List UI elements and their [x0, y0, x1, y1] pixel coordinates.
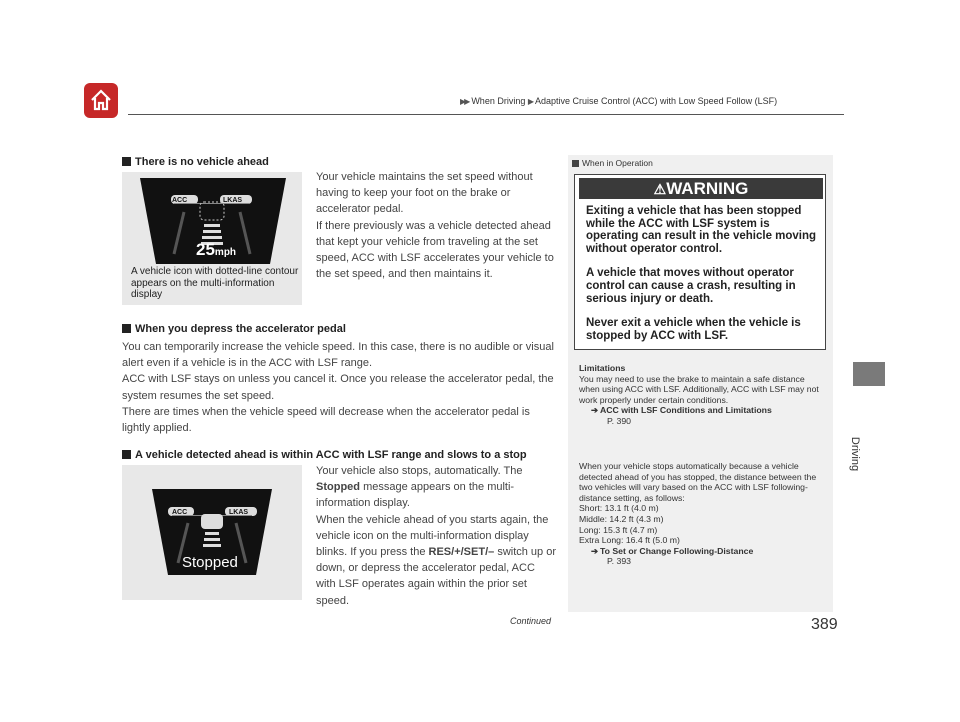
stopped-message: Stopped: [182, 554, 238, 571]
home-button[interactable]: [84, 83, 118, 118]
reference-link[interactable]: ➔ To Set or Change Following-Distance P. 393: [591, 545, 754, 567]
set-speed: 25mph: [196, 240, 237, 259]
continued-label: Continued: [510, 616, 552, 626]
bullet-square-icon: [122, 324, 131, 333]
bullet-square-icon: [122, 157, 131, 166]
breadcrumb-arrow-icon: ▶: [527, 97, 533, 106]
acc-indicator: ACC: [172, 197, 188, 204]
breadcrumb-item[interactable]: Adaptive Cruise Control (ACC) with Low Speed Follow (LSF): [535, 96, 778, 106]
breadcrumb-item[interactable]: When Driving: [471, 96, 526, 106]
display-figure: [122, 465, 302, 600]
section-body: Your vehicle maintains the set speed without having to keep your foot on the brake or accelerator pedal. If there previously was a vehicle detected ahead that kept your vehicle from traveling at the set speed, ACC with LSF accelerates your vehicle to the set speed, and then maintains it.: [316, 171, 554, 281]
display-figure: [122, 172, 302, 305]
multi-info-display-illustration: [122, 465, 302, 600]
acc-indicator: ACC: [172, 509, 188, 516]
section-body: Your vehicle also stops, automatically. The Stopped message appears on the multi-information display. When the vehicle ahead of you starts again, the vehicle icon on the multi-information display blinks. If you press the RES/+/SET/– switch up or down, or depress the accelerator pedal, ACC with LSF operates again within the prior set speed.: [316, 465, 557, 607]
chapter-tab[interactable]: [853, 362, 885, 386]
reference-arrow-icon: ➔: [591, 545, 599, 556]
sidebar-title: When in Operation: [572, 158, 653, 168]
reference-arrow-icon: ➔: [591, 405, 599, 416]
lkas-indicator: LKAS: [223, 197, 243, 204]
warning-text: Exiting a vehicle that has been stopped while the ACC with LSF system is operating can result in the vehicle moving without operator control. A vehicle that moves without operator control can cause a crash, resulting in serious injury or death. Never exit a vehicle when the vehicle is stopped by ACC with LSF.: [586, 205, 817, 342]
reference-link[interactable]: ➔ ACC with LSF Conditions and Limitations P. 390: [591, 405, 772, 426]
figure-caption: A vehicle icon with dotted-line contour appears on the multi-information display: [131, 266, 299, 300]
chapter-label[interactable]: Driving: [849, 436, 862, 472]
note-icon: [572, 160, 579, 167]
home-icon: [89, 88, 113, 112]
page-number: 389: [811, 616, 838, 633]
limitations-section: Limitations You may need to use the brake to maintain a safe distance when using ACC with LSF. Additionally, ACC with LSF may not work properly under certain conditions. ➔ ACC with LSF Conditions and Limitations P. 390: [579, 363, 825, 427]
header-divider: [128, 114, 844, 115]
lkas-indicator: LKAS: [229, 509, 249, 516]
section-heading: A vehicle detected ahead is within ACC with LSF range and slows to a stop: [122, 449, 527, 461]
section-heading: There is no vehicle ahead: [122, 156, 269, 168]
stop-distance-section: When your vehicle stops automatically because a vehicle detected ahead of you has stopped, the distance between the two vehicles will vary based on the ACC with LSF following-distance setting, as follows: Short: 13.1 ft (4.0 m) Middle: 14.2 ft (4.3 m) Long: 15.3 ft (4.7 m) Extra Long: 16.4 ft (5.0 m) ➔ To Set or Change Following-Distance P. 393: [579, 461, 825, 567]
breadcrumb-arrow-icon: ▶▶: [460, 97, 469, 106]
warning-header: ⚠WARNING: [579, 178, 823, 199]
section-heading: When you depress the accelerator pedal: [122, 323, 346, 335]
warning-triangle-icon: ⚠: [653, 181, 667, 197]
bullet-square-icon: [122, 450, 131, 459]
section-body: You can temporarily increase the vehicle speed. In this case, there is no audible or visual alert even if a vehicle is in the ACC with LSF range. ACC with LSF stays on unless you cancel it. Once you release the accelerator pedal, the system resumes the set speed. There are times when the vehicle speed will decrease when the accelerator pedal is lightly applied.: [122, 341, 554, 435]
breadcrumb: [460, 96, 777, 106]
